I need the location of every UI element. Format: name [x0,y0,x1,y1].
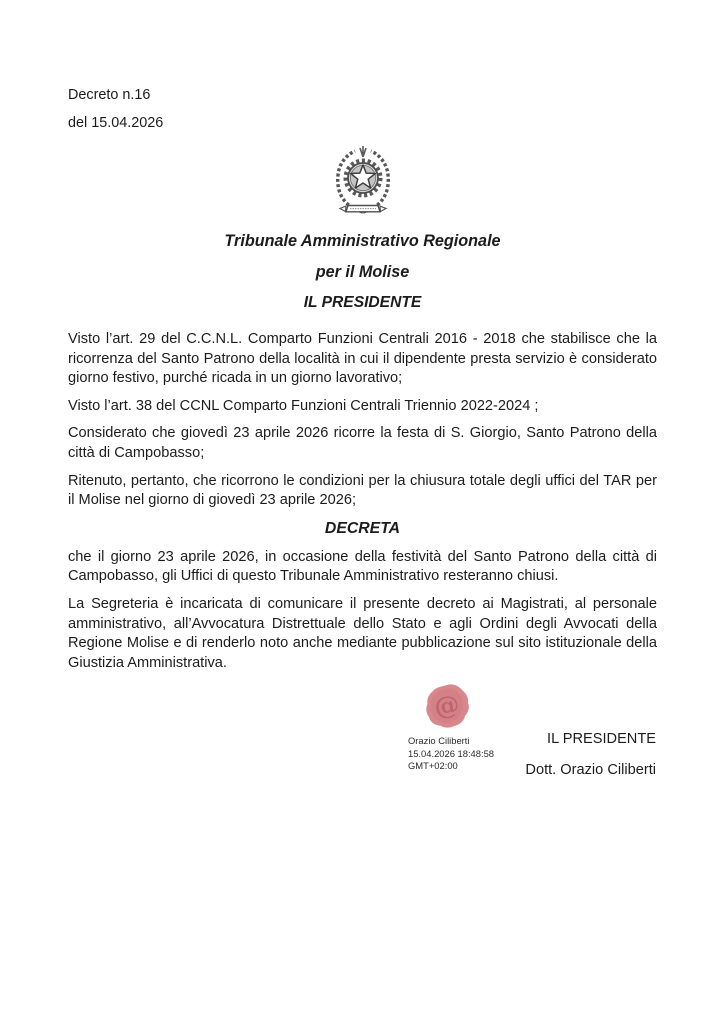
paragraph-ritenuto: Ritenuto, pertanto, che ricorrono le condizioni per la chiusura totale degli uffici del TAR per il Molise nel giorno di giovedì 23 aprile 2026; [68,472,657,509]
signature-timezone: GMT+02:00 [408,759,458,771]
paragraph-visto-art38: Visto l’art. 38 del CCNL Comparto Funzioni Centrali Triennio 2022-2024 ; [68,397,539,414]
decree-body [68,330,657,673]
decree-date: del 15.04.2026 [68,115,164,131]
signature-timestamp: 15.04.2026 18:48:58 [408,747,495,759]
decreta-heading: DECRETA [324,519,401,537]
signer-name: Orazio Ciliberti [408,735,470,747]
president-heading: IL PRESIDENTE [303,294,422,311]
emblem-container [68,145,657,219]
paragraph-segreteria: La Segreteria è incaricata di comunicare il presente decreto ai Magistrati, al personale amministrativo, all’Avvocatura Distrettuale dello Stato e agli Ordini degli Avvocati della Regione Molise e di renderlo noto anche mediante pubblicazione sul sito istituzionale della Giustizia Amministrativa. [68,595,657,671]
italian-republic-emblem-icon [330,145,396,217]
court-region: per il Molise [315,263,410,281]
court-title: Tribunale Amministrativo Regionale [224,232,501,250]
decree-number: Decreto n.16 [68,87,151,103]
signature-section [68,683,657,803]
paragraph-considerato: Considerato che giovedì 23 aprile 2026 ricorre la festa di S. Giorgio, Santo Patrono della città di Campobasso; [68,425,657,461]
president-name: Dott. Orazio Ciliberti [525,762,656,779]
svg-text:@: @ [431,689,462,723]
wax-seal-icon [423,683,471,729]
paragraph-disposition: che il giorno 23 aprile 2026, in occasione della festività del Santo Patrono della città di Campobasso, gli Uffici di questo Tribunale Amministrativo resteranno chiusi. [68,548,657,585]
paragraph-visto-art29: Visto l’art. 29 del C.C.N.L. Comparto Funzioni Centrali 2016 - 2018 che stabilisce che la ricorrenza del Santo Patrono della località in cui il dipendente presta servizio è considerato giorno festivo, purché ricada in un giorno lavorativo; [68,331,657,387]
president-role: IL PRESIDENTE [547,731,656,748]
president-signature-block [525,730,656,780]
